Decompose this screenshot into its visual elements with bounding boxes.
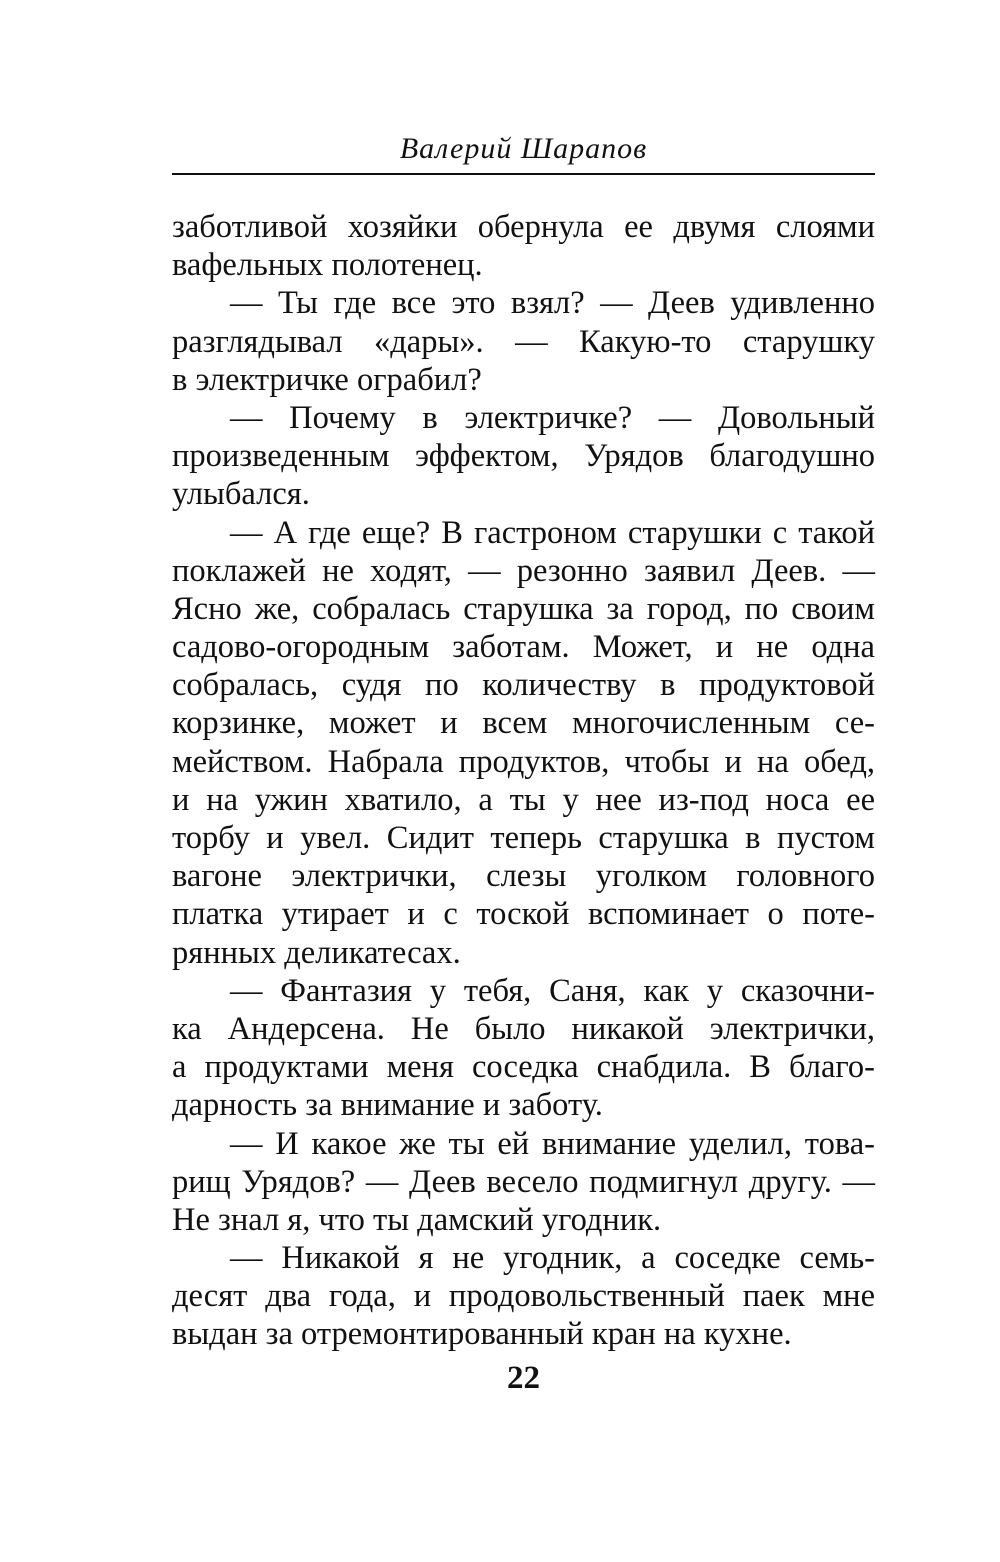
book-page [172, 0, 875, 1562]
text-line: — А где еще? В гастроном старушки с такой [230, 514, 875, 551]
text-line: и на ужин хватило, а ты у нее из-под носа ее [172, 781, 875, 818]
text-line: торбу и увел. Сидит теперь старушка в пустом [172, 820, 875, 856]
text-line: Не знал я, что ты дамский угодник. [172, 1201, 662, 1238]
text-line: собралась, судя по количеству в продуктовой [172, 667, 875, 704]
text-line: рянных деликатесах. [172, 934, 461, 971]
text-line: рищ Урядов? — Деев весело подмигнул другу. — [172, 1163, 875, 1200]
text-line: дарность за внимание и заботу. [172, 1087, 603, 1124]
text-line: десят два года, и продовольственный паек мне [172, 1278, 875, 1315]
text-line: разглядывал «дары». — Какую-то старушку [172, 323, 875, 360]
text-line: платка утирает и с тоской вспоминает о поте- [172, 896, 875, 933]
running-head-author: Валерий Шарапов [399, 132, 648, 165]
text-line: улыбался. [172, 476, 310, 513]
text-line: Ясно же, собралась старушка за город, по своим [172, 590, 875, 627]
text-line: садово-огородным заботам. Может, и не одна [172, 629, 875, 666]
text-line: — Фантазия у тебя, Саня, как у сказочни- [230, 972, 875, 1009]
text-line: произведенным эффектом, Урядов благодушно [172, 438, 875, 475]
text-line: заботливой хозяйки обернула ее двумя слоями [172, 209, 875, 245]
text-line: поклажей не ходят, — резонно заявил Деев. — [172, 552, 875, 589]
text-line: вафельных полотенец. [172, 247, 483, 284]
text-line: — И какое же ты ей внимание уделил, това- [230, 1125, 875, 1162]
page-number: 22 [507, 1360, 540, 1396]
text-line: — Почему в электричке? — Довольный [230, 399, 875, 436]
text-line: вагоне электрички, слезы уголком головного [172, 858, 875, 895]
text-line: — Никакой я не угодник, а соседке семь- [230, 1240, 875, 1277]
text-line: выдан за отремонтированный кран на кухне. [172, 1316, 792, 1353]
text-line: в электричке ограбил? [172, 361, 482, 398]
text-line: — Ты где все это взял? — Деев удивленно [230, 285, 875, 322]
text-line: а продуктами меня соседка снабдила. В благо- [172, 1049, 875, 1086]
text-line: мейством. Набрала продуктов, чтобы и на обед, [172, 743, 875, 780]
header-rule [172, 173, 875, 175]
text-line: ка Андерсена. Не было никакой электрички, [172, 1010, 875, 1047]
text-line: корзинке, может и всем многочисленным се- [172, 705, 875, 742]
body-text [172, 208, 875, 1354]
